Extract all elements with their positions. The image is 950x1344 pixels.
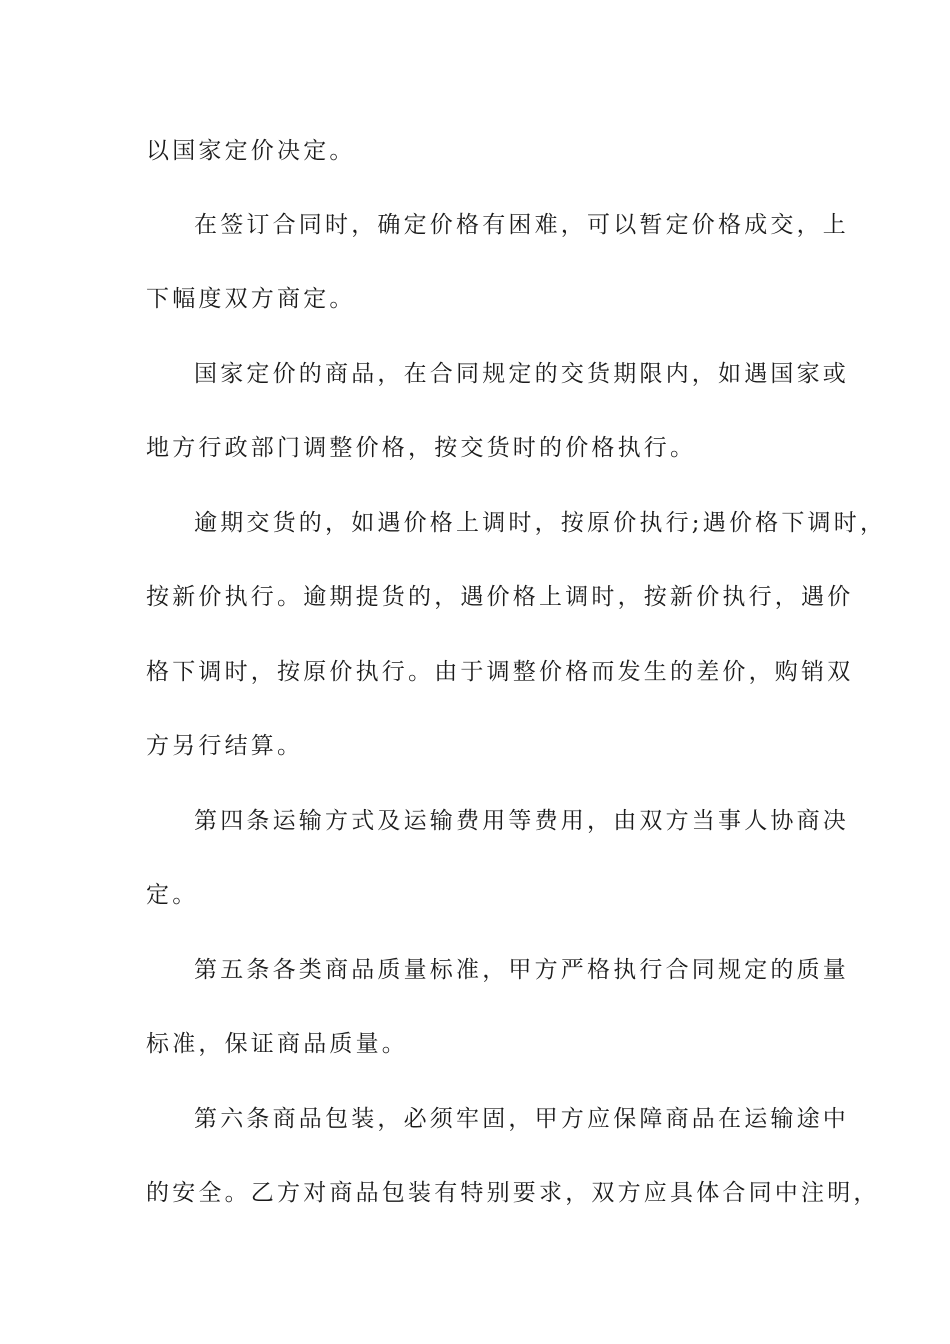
- paragraph-first-line: 第六条商品包装，必须牢固，甲方应保障商品在运输途中: [194, 1106, 849, 1132]
- text-line: 按新价执行。逾期提货的，遇价格上调时，按新价执行，遇价: [146, 584, 854, 610]
- text-line: 定。: [146, 882, 199, 908]
- paragraph-first-line: 第五条各类商品质量标准，甲方严格执行合同规定的质量: [194, 957, 849, 983]
- text-line: 格下调时，按原价执行。由于调整价格而发生的差价，购销双: [146, 659, 854, 685]
- text-line: 的安全。乙方对商品包装有特别要求，双方应具体合同中注明，: [146, 1180, 880, 1206]
- text-line: 以国家定价决定。: [146, 138, 356, 164]
- paragraph-first-line: 国家定价的商品，在合同规定的交货期限内，如遇国家或: [194, 361, 849, 387]
- paragraph-first-line: 第四条运输方式及运输费用等费用，由双方当事人协商决: [194, 808, 849, 834]
- paragraph-first-line: 逾期交货的，如遇价格上调时，按原价执行;遇价格下调时，: [194, 510, 887, 536]
- text-line: 下幅度双方商定。: [146, 286, 356, 312]
- text-line: 方另行结算。: [146, 733, 304, 759]
- paragraph-first-line: 在签订合同时，确定价格有困难，可以暂定价格成交，上: [194, 212, 849, 238]
- text-line: 地方行政部门调整价格，按交货时的价格执行。: [146, 435, 697, 461]
- text-line: 标准，保证商品质量。: [146, 1031, 408, 1057]
